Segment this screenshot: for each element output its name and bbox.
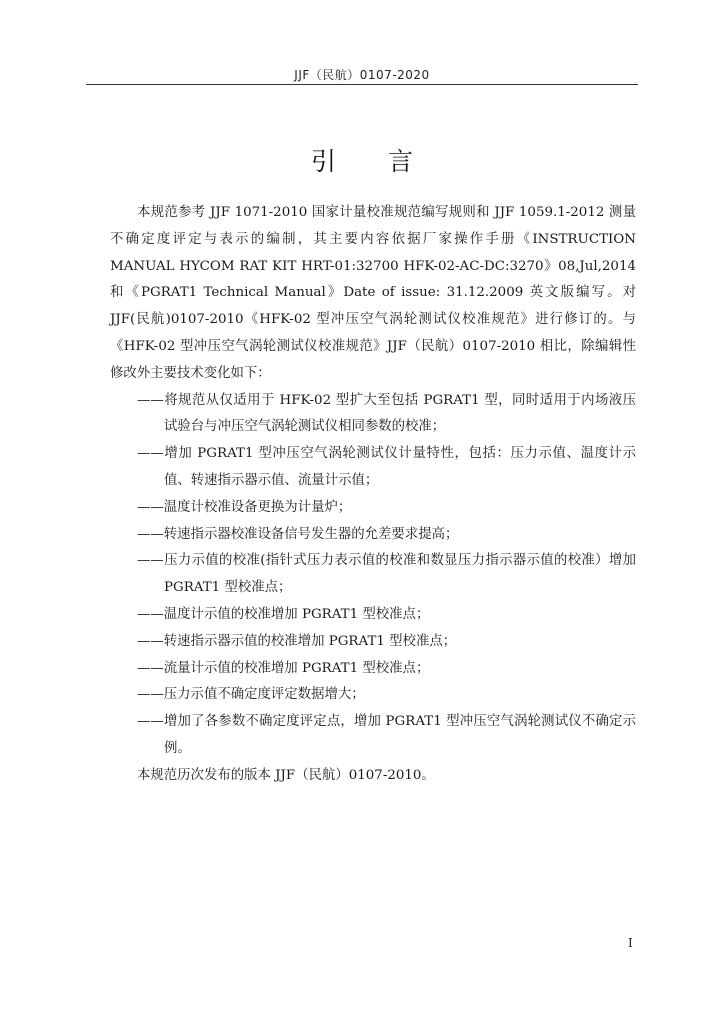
change-item-5: ——压力示值的校准(指针式压力表示值的校准和数显压力指示器示值的校准）增加 PGRAT1 型校准点； (137, 553, 636, 596)
running-header: JJF（民航）0107-2020 (294, 68, 430, 82)
page-number: I (628, 936, 633, 950)
intro-paragraph: 本规范参考 JJF 1071-2010 国家计量校准规范编写规则和 JJF 1059.1-2012 测量不确定度评定与表示的编制，其主要内容依据厂家操作手册《INSTRUCTION MANUAL HYCOM RAT KIT HRT-01:32700 HFK-02-AC-DC:3270》08,Jul,2014 和《PGRAT1 Technical Manual》Date of issue: 31.12.2009 英文版编写。对 JJF(民航)0107-2010《HFK-02 型冲压空气涡轮测试仪校准规范》进行修订的。与《HFK-02 型冲压空气涡轮测试仪校准规范》JJF（民航）0107-2010 相比，除编辑性修改外主要技术变化如下： (110, 205, 636, 381)
change-item-4: ——转速指示器校准设备信号发生器的允差要求提高； (137, 526, 459, 542)
change-item-9: ——压力示值不确定度评定数据增大； (137, 687, 365, 703)
change-item-7: ——转速指示器示值的校准增加 PGRAT1 型校准点； (137, 633, 457, 649)
change-item-1: ——将规范从仅适用于 HFK-02 型扩大至包括 PGRAT1 型，同时适用于内场液压试验台与冲压空气涡轮测试仪相同参数的校准； (137, 392, 636, 435)
main-content (110, 200, 636, 790)
page-title: 引 言 (311, 147, 435, 176)
history-paragraph: 本规范历次发布的版本 JJF（民航）0107-2010。 (137, 767, 435, 783)
change-item-6: ——温度计示值的校准增加 PGRAT1 型校准点； (137, 606, 430, 622)
change-item-10: ——增加了各参数不确定度评定点，增加 PGRAT1 型冲压空气涡轮测试仪不确定示例。 (137, 714, 636, 756)
change-item-8: ——流量计示值的校准增加 PGRAT1 型校准点； (137, 660, 430, 676)
header-divider (86, 84, 638, 85)
change-item-2: ——增加 PGRAT1 型冲压空气涡轮测试仪计量特性，包括：压力示值、温度计示值、转速指示器示值、流量计示值； (137, 446, 636, 488)
change-item-3: ——温度计校准设备更换为计量炉； (137, 499, 352, 515)
